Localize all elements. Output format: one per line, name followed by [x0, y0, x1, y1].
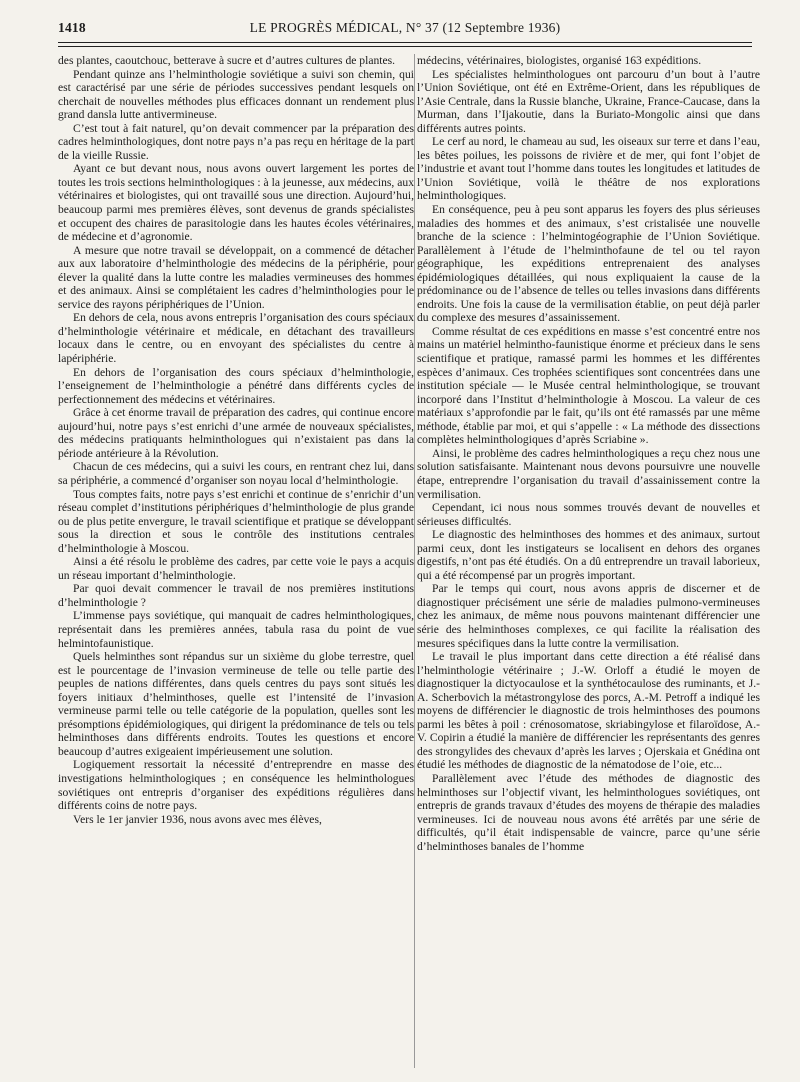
paragraph: Parallèlement avec l’étude des méthodes de diagnostic des helminthoses sur l’objectif vivant, les helminthologues soviétiques, ont entrepris de grands travaux d’études des moyens de thérapie des maladies vermineuses. Ici de nouveau nous avons été arrêtés par une série de difficultés, qu’il était indispensable de vaincre, parce qu’une série d’helminthoses banales de l’homme: [417, 771, 760, 853]
left-column: [58, 54, 414, 1068]
paragraph: En dehors de l’organisation des cours spéciaux d’helminthologie, l’enseignement de l’helminthologie a pénétré dans différents cycles de perfectionnement des médecins et vétérinaires.: [58, 365, 414, 406]
paragraph: Ainsi a été résolu le problème des cadres, par cette voie le pays a acquis un réseau important d’helminthologie.: [58, 555, 414, 582]
paragraph: Comme résultat de ces expéditions en masse s’est concentré entre nos mains un matériel helmintho-faunistique énorme et précieux dans le sens scientifique et pratique, ramassé parmi les hommes et les différentes espèces d’animaux. Ces trophées scientifiques sont concentrées dans une institution spéciale — le Musée central helminthologique, se trouvant incorporé dans l’Institut d’helminthologie à Moscou. La valeur de ces matériaux s’approfondie par le fait, qu’ils ont été ramassés par une même méthode, établie par moi, et qui s’appelle : « La méthode des dissections complètes helminthologiques d’après Scriabine ».: [417, 324, 760, 447]
page-number: 1418: [58, 20, 86, 35]
paragraph: Le cerf au nord, le chameau au sud, les oiseaux sur terre et dans l’eau, les bêtes poilues, les poissons de rivière et de mer, qui font l’objet de l’industrie et avant tout l’homme dans toutes les longitudes et latitudes de l’Union Soviétique, voilà le théâtre de nos explorations helminthologiques.: [417, 135, 760, 203]
paragraph: des plantes, caoutchouc, betterave à sucre et d’autres cultures de plantes.: [58, 54, 396, 67]
running-title: LE PROGRÈS MÉDICAL, N° 37 (12 Septembre 1936): [249, 20, 561, 35]
paragraph: Grâce à cet énorme travail de préparation des cadres, qui continue encore aujourd’hui, notre pays s’est enrichi d’une armée de nouveaux spécialistes, des médecins pratiquants helminthologues qui n’existaient pas dans la période antérieure à la Révolution.: [58, 406, 414, 460]
paragraph: C’est tout à fait naturel, qu’on devait commencer par la préparation des cadres helminthologiques, dont notre pays n’a pas reçu en héritage de la part de la vieille Russie.: [58, 121, 414, 162]
paragraph: En dehors de cela, nous avons entrepris l’organisation des cours spéciaux d’helminthologie vétérinaire et médicale, en détachant des travailleurs locaux dans le centre, ou en envoyant des spécialistes du centre à lapériphérie.: [58, 311, 414, 366]
paragraph: Quels helminthes sont répandus sur un sixième du globe terrestre, quel est le pourcentage de l’invasion vermineuse de telle ou telle partie des peuples de nations différentes, dans quels centres du pays sont situés les foyers initiaux d’helminthoses, quelle est l’intensité de l’invasion vermineuse parmi telle ou telle catégorie de la population, quelles sont les présomptions épidémiologiques, qui dirigent la prédominance de tels ou tels helminthoses dans différents endroits. Toutes les questions et encore beaucoup d’autres exigeaient impérieusement une solution.: [58, 650, 414, 758]
paragraph: Tous comptes faits, notre pays s’est enrichi et continue de s’enrichir d’un réseau complet d’institutions périphériques d’helminthologie de plus grande ou de plus petite envergure, le travail scientifique et pratique se développant sous la direction et sous le contrôle des institutions centrales d’helminthologie à Moscou.: [58, 487, 414, 555]
paragraph: médecins, vétérinaires, biologistes, organisé 163 expéditions.: [417, 54, 702, 67]
paragraph: Par le temps qui court, nous avons appris de discerner et de diagnostiquer précisément une série de maladies pulmono-vermineuses chez les animaux, de même nous pouvons maintenant différencier une série des helminthoses complexes, ce qui facilite la réalisation des mesures spécifiques dans la lutte contre la vermilisation.: [417, 582, 760, 650]
column-divider: [414, 54, 415, 1068]
paragraph: Ainsi, le problème des cadres helminthologiques a reçu chez nous une solution satisfaisante. Maintenant nous devons poursuivre une nouvelle étape, entreprendre l’organisation du travail d’assainissement contre la vermilisation.: [417, 446, 760, 501]
paragraph: Pendant quinze ans l’helminthologie soviétique a suivi son chemin, qui est caractérisé par une série de périodes successives pendant lesquels on cherchait de nouvelles méthodes plus efficaces donnant un rendement plus grand dansla lutte antivermineuse.: [58, 67, 414, 122]
paragraph: L’immense pays soviétique, qui manquait de cadres helminthologiques, représentait dans les premières années, tabula rasa du point de vue helmintofaunistique.: [58, 609, 414, 650]
right-column: [417, 54, 760, 1068]
paragraph: Cependant, ici nous nous sommes trouvés devant de nouvelles et sérieuses difficultés.: [417, 501, 760, 528]
paragraph: Par quoi devait commencer le travail de nos premières institutions d’helminthologie ?: [58, 582, 414, 609]
header-rule: [58, 42, 752, 43]
page-header: [58, 18, 752, 40]
paragraph: Logiquement ressortait la nécessité d’entreprendre en masse des investigations helminthologiques ; en conséquence les helminthologues soviétiques ont entrepris d’organiser des expéditions régulières dans différents coins de notre pays.: [58, 758, 414, 813]
header-rule-thin: [58, 46, 752, 47]
paragraph: A mesure que notre travail se développait, on a commencé de détacher aux aux laboratoire d’helminthologie des médecins de la périphérie, pour élever la qualité dans la lutte contre les maladies vermineuses des hommes et des animaux. Ainsi se complétaient les cadres d’helminthologies pour le service des rayons périphériques de l’Union.: [58, 243, 414, 311]
paragraph: Les spécialistes helminthologues ont parcouru d’un bout à l’autre l’Union Soviétique, ont été en Extrême-Orient, dans les républiques de l’Asie Centrale, dans la Russie blanche, Ukraine, France-Caucase, dans la Murman, dans l’Ijakoutie, dans la Buriato-Mongolic ainsi que dans différents autres points.: [417, 67, 760, 135]
paragraph: Ayant ce but devant nous, nous avons ouvert largement les portes de toutes les trois sections helminthologiques : à la jeunesse, aux médecins, aux vétérinaires et biologistes, qui ont travaillé sous une direction. Aujourd’hui, beaucoup parmi mes premières élèves, sont devenus de grands spécialistes et occupent des chaires de parasitologie dans les hautes écoles vétérinaires, de médecine et d’agronomie.: [58, 162, 414, 244]
paragraph: Le travail le plus important dans cette direction a été réalisé dans l’helminthologie vétérinaire ; J.-W. Orloff a étudié le moyen de diagnostiquer la dictyocaulose et la synthétocaulose des ruminants, et J.-A. Scherbovich la métastrongylose des porcs, A.-M. Petroff a indiqué les moyens de différencier le diagnostic de trois helminthoses des poumons parmi les bêtes à poil : crénosomatose, skriabingylose et filaroïdose, A.-V. Copirin a étudié la manière de différencier les représentants des genres des strongylides des chevaux d’après les larves ; Ojerskaia et Gnédina ont étudié les méthodes de diagnostic de la nématodose de l’oie, etc...: [417, 650, 760, 772]
paragraph: En conséquence, peu à peu sont apparus les foyers des plus sérieuses maladies des hommes et des animaux, s’est cristalisée une nouvelle branche de la science : l’helmintogéographie de l’Union Soviétique. Parallèlement à l’étude de l’helminthofaune de tel ou tel rayon géographique, les expéditions entreprenaient des analyses épidémiologiques détaillées, qui nous expliquaient la cause de la prédominance ou de l’absence de telles ou telles invasions dans différents endroits. Une fois la cause de la vermilisation établie, on peut déjà parler du complexe des mesures d’assainissement.: [417, 203, 760, 325]
paragraph: Le diagnostic des helminthoses des hommes et des animaux, surtout parmi ceux, dont les instigateurs se localisent en dehors des organes digestifs, n’ont pas été étudiés. On a dû entreprendre un travail laborieux, qui a été récompensé par un progrès important.: [417, 528, 760, 582]
paragraph: Chacun de ces médecins, qui a suivi les cours, en rentrant chez lui, dans sa périphérie, a commencé d’organiser son noyau local d’helminthologie.: [58, 460, 414, 487]
paragraph: Vers le 1er janvier 1936, nous avons avec mes élèves,: [73, 812, 322, 826]
